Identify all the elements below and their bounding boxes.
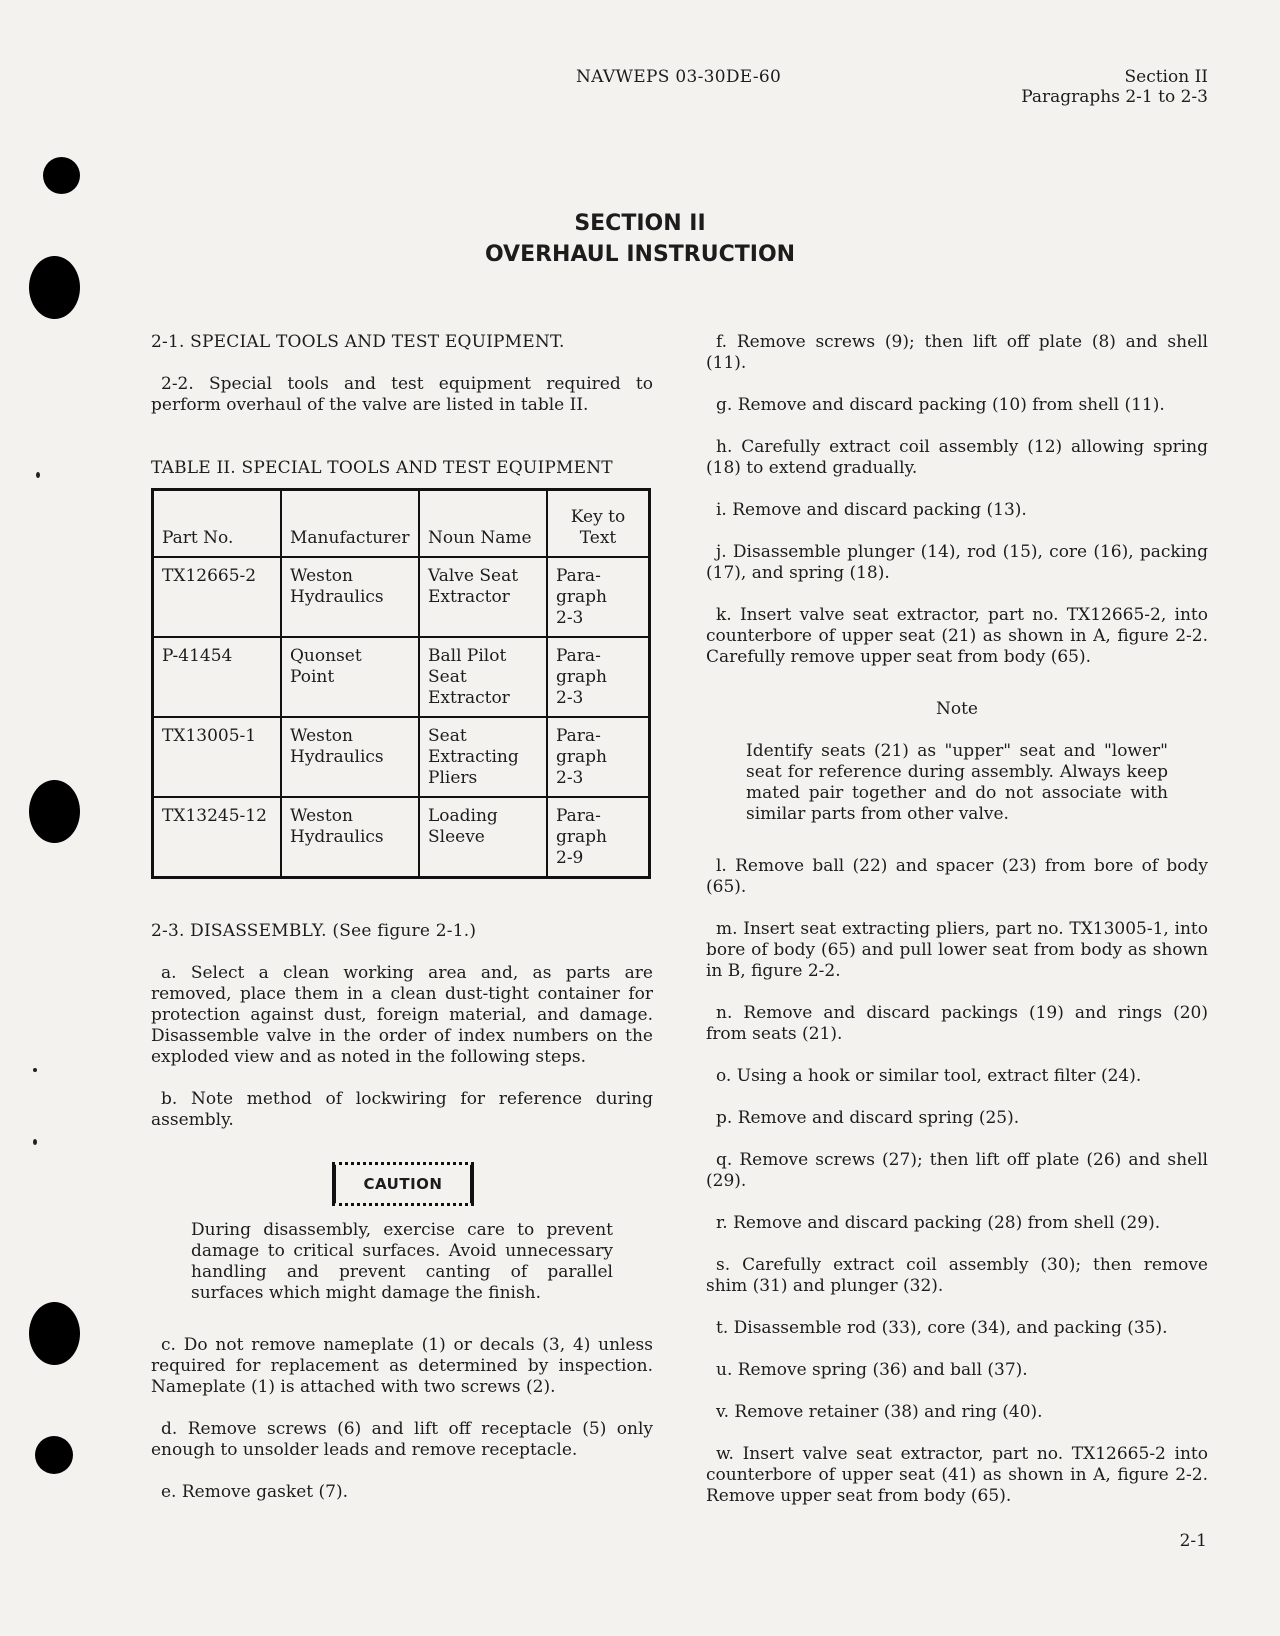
section-title-line2: OVERHAUL INSTRUCTION bbox=[484, 242, 796, 267]
cell-part-no: P-41454 bbox=[153, 637, 282, 717]
cell-part-no: TX12665-2 bbox=[153, 557, 282, 637]
step-m: m. Insert seat extracting pliers, part no. TX13005-1, into bore of body (65) and pull lower seat from body as shown in B, figure 2-2. bbox=[706, 919, 1208, 981]
section-title-line1: SECTION II bbox=[574, 211, 706, 236]
paragraph-2-2: 2-2. Special tools and test equipment required to perform overhaul of the valve are listed in table II. bbox=[151, 374, 653, 415]
cell-noun-name: Valve Seat Extractor bbox=[419, 557, 547, 637]
col-header-key-to-text: Key to Text bbox=[547, 490, 650, 558]
section-label: Section II bbox=[1124, 67, 1208, 87]
col-header-manufacturer: Manufacturer bbox=[281, 490, 419, 558]
table-caption: TABLE II. SPECIAL TOOLS AND TEST EQUIPMENT bbox=[151, 458, 613, 478]
cell-key-to-text: Para- graph 2-3 bbox=[547, 637, 650, 717]
scan-speck bbox=[33, 1068, 37, 1072]
step-l: l. Remove ball (22) and spacer (23) from bore of body (65). bbox=[706, 856, 1208, 897]
running-header bbox=[1021, 67, 1208, 107]
step-u: u. Remove spring (36) and ball (37). bbox=[716, 1360, 1028, 1380]
step-e: e. Remove gasket (7). bbox=[161, 1482, 348, 1502]
step-q: q. Remove screws (27); then lift off plate (26) and shell (29). bbox=[706, 1150, 1208, 1191]
step-t: t. Disassemble rod (33), core (34), and packing (35). bbox=[716, 1318, 1168, 1338]
scan-speck bbox=[36, 472, 40, 478]
table-header-row bbox=[153, 490, 650, 558]
cell-noun-name: Loading Sleeve bbox=[419, 797, 547, 878]
note-label: Note bbox=[935, 699, 978, 719]
caution-text: During disassembly, exercise care to prevent damage to critical surfaces. Avoid unnecessary handling and prevent canting of parallel surfaces which might damage the finish. bbox=[191, 1220, 613, 1303]
step-k: k. Insert valve seat extractor, part no. TX12665-2, into counterbore of upper seat (21) as shown in A, figure 2-2. Carefully remove upper seat from body (65). bbox=[706, 605, 1208, 667]
cell-part-no: TX13245-12 bbox=[153, 797, 282, 878]
paragraph-range: Paragraphs 2-1 to 2-3 bbox=[1021, 87, 1208, 107]
step-g: g. Remove and discard packing (10) from shell (11). bbox=[716, 395, 1165, 415]
cell-manufacturer: Weston Hydraulics bbox=[281, 557, 419, 637]
col-header-part-no: Part No. bbox=[153, 490, 282, 558]
cell-part-no: TX13005-1 bbox=[153, 717, 282, 797]
left-column bbox=[151, 332, 653, 1503]
step-w: w. Insert valve seat extractor, part no. TX12665-2 into counterbore of upper seat (41) as shown in A, figure 2-2. Remove upper seat from body (65). bbox=[706, 1444, 1208, 1506]
document-number: NAVWEPS 03-30DE-60 bbox=[576, 67, 782, 87]
cell-manufacturer: Weston Hydraulics bbox=[281, 797, 419, 878]
step-a: a. Select a clean working area and, as parts are removed, place them in a clean dust-tight container for protection against dust, foreign material, and damage. Disassemble valve in the order of index numbers on the exploded view and as noted in the following steps. bbox=[151, 963, 653, 1067]
step-n: n. Remove and discard packings (19) and rings (20) from seats (21). bbox=[706, 1003, 1208, 1044]
step-r: r. Remove and discard packing (28) from shell (29). bbox=[716, 1213, 1161, 1233]
step-o: o. Using a hook or similar tool, extract filter (24). bbox=[716, 1066, 1142, 1086]
cell-key-to-text: Para- graph 2-3 bbox=[547, 717, 650, 797]
step-c: c. Do not remove nameplate (1) or decals (3, 4) unless required for replacement as determined by inspection. Nameplate (1) is attached with two screws (2). bbox=[151, 1335, 653, 1397]
step-v: v. Remove retainer (38) and ring (40). bbox=[716, 1402, 1043, 1422]
cell-noun-name: Seat Extracting Pliers bbox=[419, 717, 547, 797]
binder-hole bbox=[29, 1302, 80, 1365]
binder-hole bbox=[29, 780, 80, 843]
table-row bbox=[153, 717, 650, 797]
cell-manufacturer: Weston Hydraulics bbox=[281, 717, 419, 797]
cell-noun-name: Ball Pilot Seat Extractor bbox=[419, 637, 547, 717]
step-p: p. Remove and discard spring (25). bbox=[716, 1108, 1020, 1128]
step-b: b. Note method of lockwiring for reference during assembly. bbox=[151, 1089, 653, 1130]
step-i: i. Remove and discard packing (13). bbox=[716, 500, 1027, 520]
special-tools-table bbox=[151, 488, 651, 879]
section-title bbox=[0, 208, 1280, 270]
step-d: d. Remove screws (6) and lift off receptacle (5) only enough to unsolder leads and remove receptacle. bbox=[151, 1419, 653, 1460]
step-f: f. Remove screws (9); then lift off plate (8) and shell (11). bbox=[706, 332, 1208, 373]
right-column bbox=[706, 332, 1208, 1507]
heading-2-1: 2-1. SPECIAL TOOLS AND TEST EQUIPMENT. bbox=[151, 332, 565, 352]
page-number: 2-1 bbox=[1179, 1531, 1207, 1551]
table-row bbox=[153, 557, 650, 637]
note-text: Identify seats (21) as "upper" seat and "lower" seat for reference during assembly. Always keep mated pair together and do not associate with similar parts from other valve. bbox=[746, 741, 1168, 824]
binder-hole bbox=[35, 1436, 73, 1474]
step-s: s. Carefully extract coil assembly (30); then remove shim (31) and plunger (32). bbox=[706, 1255, 1208, 1296]
cell-key-to-text: Para- graph 2-9 bbox=[547, 797, 650, 878]
table-row bbox=[153, 797, 650, 878]
table-row bbox=[153, 637, 650, 717]
step-j: j. Disassemble plunger (14), rod (15), core (16), packing (17), and spring (18). bbox=[706, 542, 1208, 583]
heading-2-3: 2-3. DISASSEMBLY. (See figure 2-1.) bbox=[151, 921, 477, 941]
binder-hole bbox=[43, 157, 80, 194]
col-header-noun-name: Noun Name bbox=[419, 490, 547, 558]
step-h: h. Carefully extract coil assembly (12) allowing spring (18) to extend gradually. bbox=[706, 437, 1208, 478]
caution-label: CAUTION bbox=[332, 1162, 474, 1206]
cell-key-to-text: Para- graph 2-3 bbox=[547, 557, 650, 637]
caution-banner bbox=[151, 1162, 653, 1220]
scan-speck bbox=[33, 1139, 37, 1145]
cell-manufacturer: Quonset Point bbox=[281, 637, 419, 717]
